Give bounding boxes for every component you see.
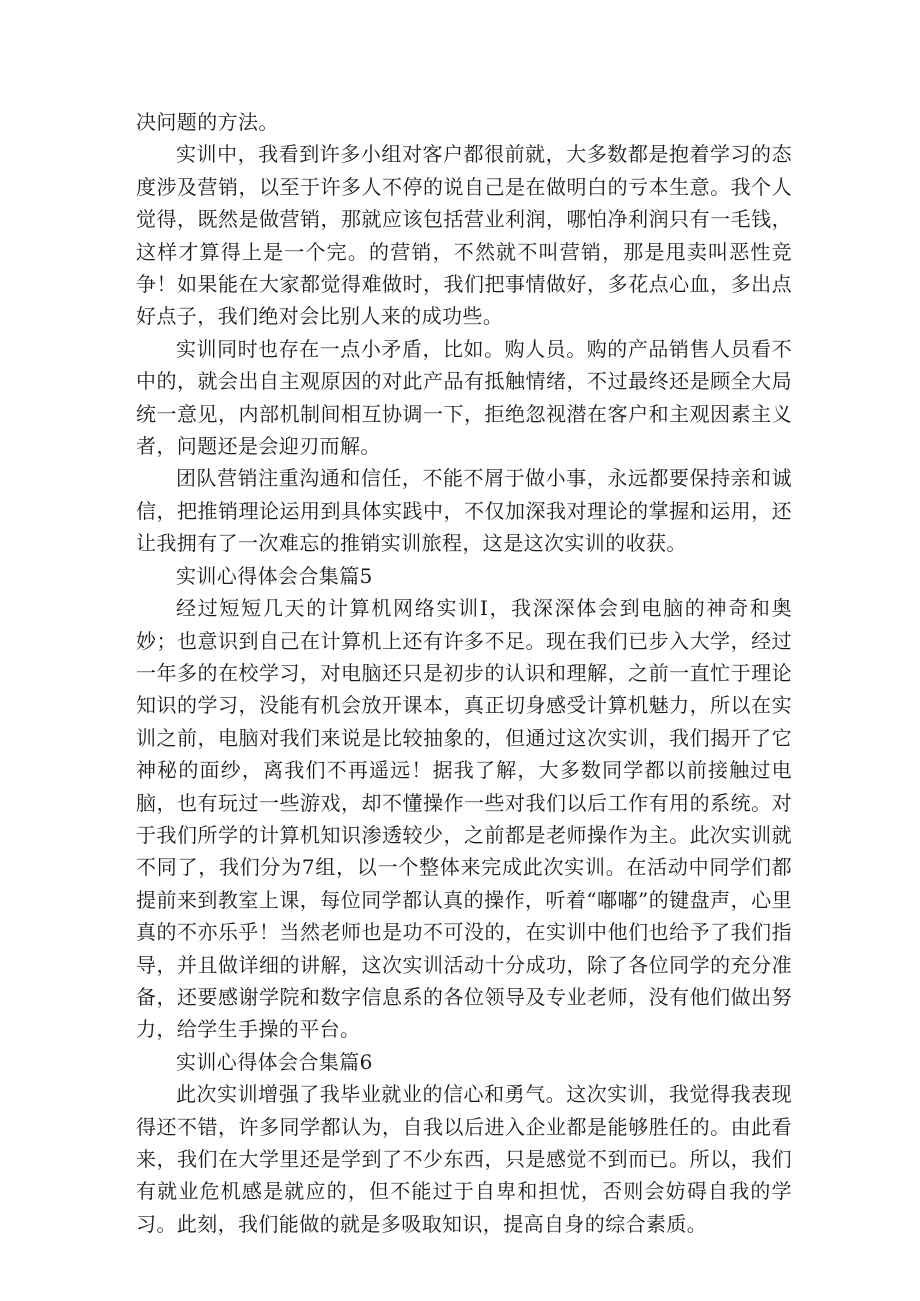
paragraph-team-marketing: 团队营销注重沟通和信任，不能不屑于做小事，永远都要保持亲和诚信，把推销理论运用到具体实践中，不仅加深我对理论的掌握和运用，还让我拥有了一次难忘的推销实训旅程，这是这次实训的收获。 (136, 466, 792, 556)
paragraph-continuation: 决问题的方法。 (136, 110, 279, 134)
paragraph-training-observations: 实训中，我看到许多小组对客户都很前就，大多数都是抱着学习的态度涉及营销，以至于许多人不停的说自己是在做明白的亏本生意。我个人觉得，既然是做营销，那就应该包括营业利润，哪怕净利润只有一毛钱，这样才算得上是一个完。的营销，不然就不叫营销，那是甩卖叫恶性竞争！如果能在大家都觉得难做时，我们把事情做好，多花点心血，多出点好点子，我们绝对会比别人来的成功些。 (136, 142, 792, 329)
document-body (136, 106, 792, 1240)
section-heading-5: 实训心得体会合集篇5 (176, 563, 373, 588)
paragraph-team-conflicts: 实训同时也存在一点小矛盾，比如。购人员。购的产品销售人员看不中的，就会出自主观原因的对此产品有抵触情绪，不过最终还是顾全大局统一意见，内部机制间相互协调一下，拒绝忽视潜在客户和主观因素主义者，问题还是会迎刃而解。 (136, 336, 792, 459)
section-heading-6: 实训心得体会合集篇6 (176, 1049, 373, 1074)
paragraph-employment-confidence: 此次实训增强了我毕业就业的信心和勇气。这次实训，我觉得我表现得还不错，许多同学都认为，自我以后进入企业都是能够胜任的。由此看来，我们在大学里还是学到了不少东西，只是感觉不到而已。所以，我们有就业危机感是就应的，但不能过于自卑和担忧，否则会妨碍自我的学习。此刻，我们能做的就是多吸取知识，提高自身的综合素质。 (136, 1082, 792, 1236)
paragraph-network-training: 经过短短几天的计算机网络实训I，我深深体会到电脑的神奇和奥妙；也意识到自己在计算机上还有许多不足。现在我们已步入大学，经过一年多的在校学习，对电脑还只是初步的认识和理解，之前一直忙于理论知识的学习，没能有机会放开课本，真正切身感受计算机魅力，所以在实训之前，电脑对我们来说是比较抽象的，但通过这次实训，我们揭开了它神秘的面纱，离我们不再遥远！据我了解，大多数同学都以前接触过电脑，也有玩过一些游戏，却不懂操作一些对我们以后工作有用的系统。对于我们所学的计算机知识渗透较少，之前都是老师操作为主。此次实训就不同了，我们分为7组，以一个整体来完成此次实训。在活动中同学们都提前来到教室上课，每位同学都认真的操作，听着“嘟嘟”的键盘声，心里真的不亦乐乎！当然老师也是功不可没的，在实训中他们也给予了我们指导，并且做详细的讲解，这次实训活动十分成功，除了各位同学的充分准备，还要感谢学院和数字信息系的各位领导及专业老师，没有他们做出努力，给学生手操的平台。 (136, 596, 792, 1042)
